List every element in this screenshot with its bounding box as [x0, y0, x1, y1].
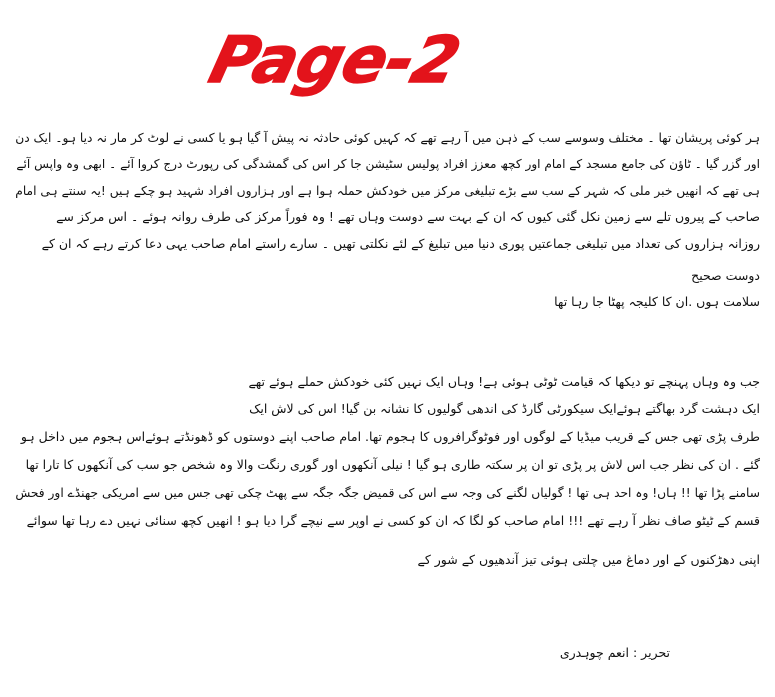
paragraph-1-line-6: دوست صحیح: [691, 268, 760, 283]
page-title-graphic: [200, 12, 490, 102]
paragraph-1-line-4: صاحب کے پیروں تلے سے زمین نکل گئی کیوں کہ ان کے بہت سے دوست وہاں تھے ! وہ فوراً مرکز کی طرف روانہ ہوئے ۔ اس مرکز سے: [56, 209, 760, 224]
paragraph-1-line-1: ہر کوئی پریشان تھا ۔ مختلف وسوسے سب کے ذہن میں آ رہے تھے کہ کہیں کوئی حادثہ نہ پیش آ گیا ہو یا کسی نے لوٹ کر مار نہ دیا ہو۔ ایک دن: [15, 131, 760, 145]
paragraph-1-line-3: ہی تھے کہ انھیں خبر ملی کہ شہر کے سب سے بڑے تبلیغی مرکز میں خودکش حملہ ہوا ہے اور ہزاروں افراد شہید ہو چکے ہیں !یہ سنتے ہی امام: [15, 184, 760, 198]
paragraph-2-line-2: ایک دہشت گرد بھاگتے ہوئےایک سیکورٹی گارڈ کی اندھی گولیوں کا نشانہ بن گیا! اس کی لاش ایک: [249, 401, 760, 416]
paragraph-2-line-1: جب وہ وہاں پہنچے تو دیکھا کہ قیامت ٹوٹی ہوئی ہے! وہاں ایک نہیں کئی خودکش حملے ہوئے تھے: [248, 374, 760, 389]
page-title-text: Page-2: [202, 23, 468, 98]
paragraph-2-line-6: قسم کے ٹیٹو صاف نظر آ رہے تھے !!! امام صاحب کو لگا کہ ان کو کسی نے اوپر سے نیچے گرا دیا ہو ! انھیں کچھ سنائی نہیں دے رہا تھا سوائے: [26, 513, 760, 528]
paragraph-2-line-7: اپنی دھڑکنوں کے اور دماغ میں چلتی ہوئی تیز آندھیوں کے شور کے: [417, 552, 760, 567]
paragraph-1-line-5: روزانہ ہزاروں کی تعداد میں تبلیغی جماعتیں پوری دنیا میں تبلیغ کے لئے نکلتی تھیں ۔ سارے راستے امام صاحب یہی دعا کرتے رہے کہ ان کے: [41, 236, 760, 251]
author-credit: تحریر : انعم چوہدری: [559, 645, 670, 660]
page-title: [200, 12, 490, 102]
paragraph-2-line-3: طرف پڑی تھی جس کے قریب میڈیا کے لوگوں اور فوٹوگرافروں کا ہجوم تھا. امام صاحب اپنے دوستوں کو ڈھونڈتے ہوئےاس ہجوم میں داخل ہو: [20, 429, 760, 444]
paragraph-1-line-7: سلامت ہوں .ان کا کلیجہ پھٹا جا رہا تھا: [554, 294, 760, 309]
paragraph-2-line-5: سامنے پڑا تھا !! ہاں! وہ احد ہی تھا ! گولیاں لگنے کی وجہ سے اس کی قمیض جگہ جگہ سے پھٹ چکی تھی جس میں سے امریکی جھنڈے اور فحش: [15, 486, 760, 500]
paragraph-2-line-4: گئے . ان کی نظر جب اس لاش پر پڑی تو ان پر سکتہ طاری ہو گیا ! نیلی آنکھوں اور گوری رنگت والا وہ شخص جو سب کی آنکھوں کا تارا تھا: [25, 457, 760, 472]
paragraph-1-line-2: اور گزر گیا ۔ ٹاؤن کی جامع مسجد کے امام اور کچھ معزز افراد پولیس سٹیشن جا کر اس کی گمشدگی کی رپورٹ درج کروا آئے ۔ ابھی وہ واپس آئے: [16, 157, 760, 171]
